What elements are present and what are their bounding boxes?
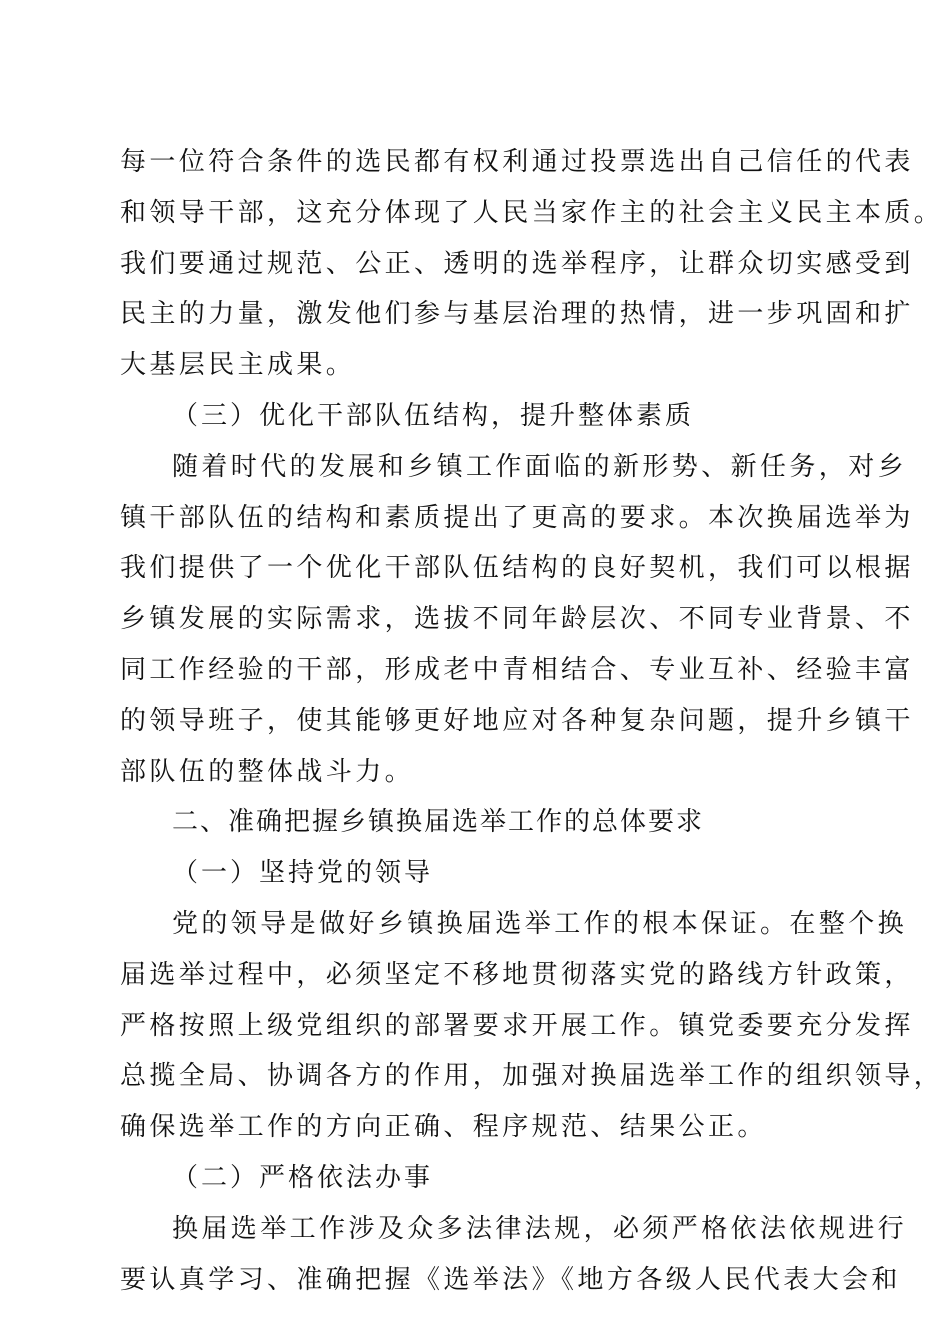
section-heading-3: （三）优化干部队伍结构，提升整体素质 xyxy=(172,401,695,431)
paragraph-line: 党的领导是做好乡镇换届选举工作的根本保证。在整个换 xyxy=(172,909,908,939)
paragraph-line: 民主的力量，激发他们参与基层治理的热情，进一步巩固和扩 xyxy=(120,299,914,329)
chapter-heading-2: 二、准确把握乡镇换届选举工作的总体要求 xyxy=(172,807,705,837)
section-heading-2: （二）严格依法办事 xyxy=(172,1163,434,1193)
paragraph-line: 每一位符合条件的选民都有权利通过投票选出自己信任的代表 xyxy=(120,147,914,177)
paragraph-line: 总揽全局、协调各方的作用，加强对换届选举工作的组织领导， xyxy=(120,1061,944,1091)
paragraph-line: 我们提供了一个优化干部队伍结构的良好契机，我们可以根据 xyxy=(120,553,914,583)
paragraph-line: 严格按照上级党组织的部署要求开展工作。镇党委要充分发挥 xyxy=(120,1011,914,1041)
paragraph-line: 大基层民主成果。 xyxy=(120,350,356,380)
section-heading-1: （一）坚持党的领导 xyxy=(172,858,434,888)
paragraph-line: 我们要通过规范、公正、透明的选举程序，让群众切实感受到 xyxy=(120,249,914,279)
paragraph-line: 部队伍的整体战斗力。 xyxy=(120,757,415,787)
paragraph-line: 同工作经验的干部，形成老中青相结合、专业互补、经验丰富 xyxy=(120,655,914,685)
paragraph-line: 确保选举工作的方向正确、程序规范、结果公正。 xyxy=(120,1112,767,1142)
paragraph-line: 要认真学习、准确把握《选举法》《地方各级人民代表大会和 xyxy=(120,1265,901,1295)
paragraph-line: 和领导干部，这充分体现了人民当家作主的社会主义民主本质。 xyxy=(120,198,944,228)
paragraph-line: 届选举过程中，必须坚定不移地贯彻落实党的路线方针政策， xyxy=(120,960,914,990)
paragraph-line: 乡镇发展的实际需求，选拔不同年龄层次、不同专业背景、不 xyxy=(120,604,914,634)
paragraph-line: 换届选举工作涉及众多法律法规，必须严格依法依规进行 xyxy=(172,1214,908,1244)
paragraph-line: 的领导班子，使其能够更好地应对各种复杂问题，提升乡镇干 xyxy=(120,706,914,736)
paragraph-line: 镇干部队伍的结构和素质提出了更高的要求。本次换届选举为 xyxy=(120,503,914,533)
paragraph-line: 随着时代的发展和乡镇工作面临的新形势、新任务，对乡 xyxy=(172,452,908,482)
